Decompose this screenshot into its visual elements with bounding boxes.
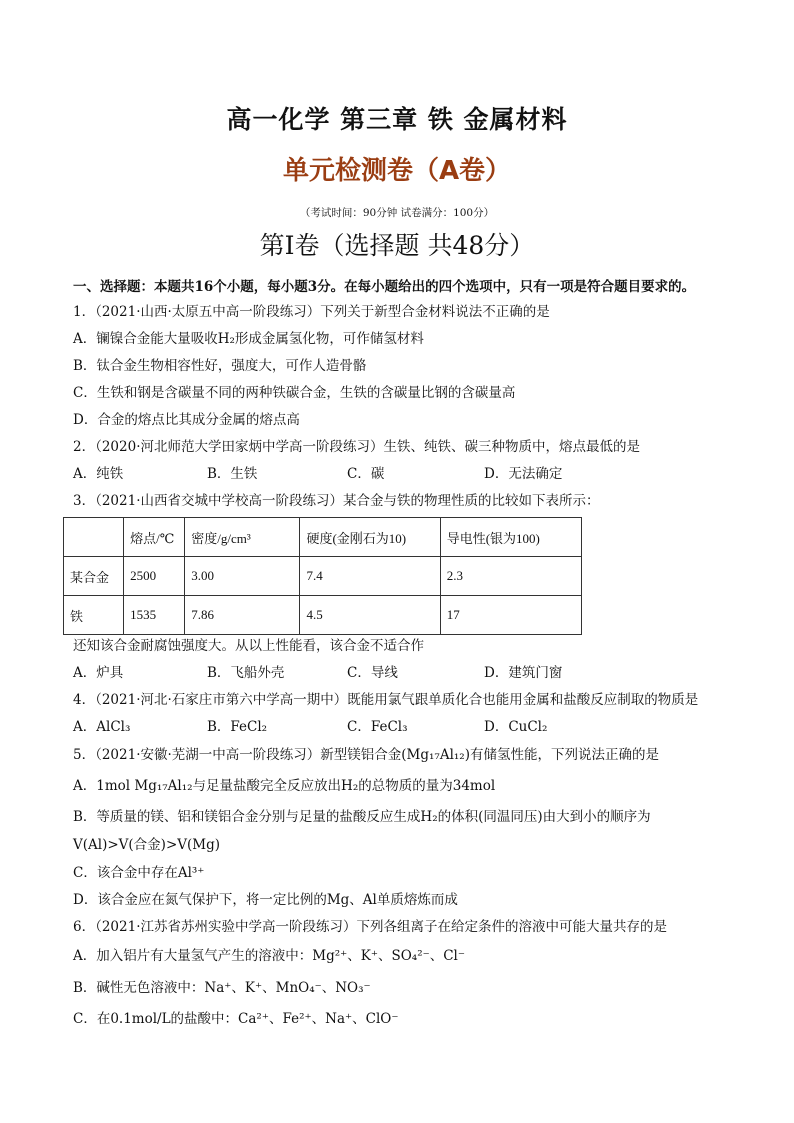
table-cell: 铁 bbox=[64, 596, 124, 635]
question-1-stem: 1．（2021·山西·太原五中高一阶段练习）下列关于新型合金材料说法不正确的是 bbox=[73, 304, 550, 320]
question-2-option-c: C．碳 bbox=[347, 466, 385, 482]
table-header-cell: 熔点/℃ bbox=[124, 518, 185, 557]
question-4-option-d: D．CuCl₂ bbox=[484, 719, 548, 735]
question-6-option-c: C．在0.1mol/L的盐酸中：Ca²⁺、Fe²⁺、Na⁺、ClO⁻ bbox=[73, 1011, 399, 1027]
instructions: 一、选择题：本题共16个小题，每小题3分。在每小题给出的四个选项中，只有一项是符合题目要求的。 bbox=[73, 279, 696, 295]
question-5-option-b-continued: V(Al)>V(合金)>V(Mg) bbox=[73, 837, 221, 853]
question-5-option-b: B．等质量的镁、铝和镁铝合金分别与足量的盐酸反应生成H₂的体积(同温同压)由大到小的顺序为 bbox=[73, 809, 651, 825]
table-cell: 某合金 bbox=[64, 557, 124, 596]
question-3-option-d: D．建筑门窗 bbox=[484, 665, 563, 681]
table-cell: 7.4 bbox=[300, 557, 440, 596]
question-6-stem: 6．（2021·江苏省苏州实验中学高一阶段练习）下列各组离子在给定条件的溶液中可能大量共存的是 bbox=[73, 919, 667, 935]
question-3-option-b: B．飞船外壳 bbox=[207, 665, 285, 681]
table-cell: 7.86 bbox=[185, 596, 300, 635]
document-subtitle: 单元检测卷（A卷） bbox=[282, 156, 512, 186]
question-1-option-d: D．合金的熔点比其成分金属的熔点高 bbox=[73, 412, 300, 428]
question-3-option-c: C．导线 bbox=[347, 665, 398, 681]
table-header-cell: 导电性(银为100) bbox=[440, 518, 581, 557]
question-2-stem: 2．（2020·河北师范大学田家炳中学高一阶段练习）生铁、纯铁、碳三种物质中，熔点最低的是 bbox=[73, 439, 640, 455]
table-cell: 1535 bbox=[124, 596, 185, 635]
question-3-continuation: 还知该合金耐腐蚀强度大。从以上性能看，该合金不适合作 bbox=[73, 638, 424, 654]
question-2-option-a: A．纯铁 bbox=[73, 466, 124, 482]
document-title: 高一化学 第三章 铁 金属材料 bbox=[226, 105, 568, 134]
exam-info: （考试时间：90分钟 试卷满分：100分） bbox=[299, 207, 495, 219]
table-cell: 2500 bbox=[124, 557, 185, 596]
table-cell: 4.5 bbox=[300, 596, 440, 635]
question-6-option-b: B．碱性无色溶液中：Na⁺、K⁺、MnO₄⁻、NO₃⁻ bbox=[73, 980, 371, 996]
question-2-option-b: B．生铁 bbox=[207, 466, 258, 482]
question-5-option-c: C．该合金中存在Al³⁺ bbox=[73, 865, 205, 881]
properties-table bbox=[63, 517, 582, 635]
question-1-option-a: A．镧镍合金能大量吸收H₂形成金属氢化物，可作储氢材料 bbox=[73, 331, 424, 347]
table-row bbox=[64, 596, 582, 635]
table-header-cell: 密度/g/cm³ bbox=[185, 518, 300, 557]
table-cell: 3.00 bbox=[185, 557, 300, 596]
table-header-cell bbox=[64, 518, 124, 557]
question-5-stem: 5．（2021·安徽·芜湖一中高一阶段练习）新型镁铝合金(Mg₁₇Al₁₂)有储氢性能，下列说法正确的是 bbox=[73, 747, 659, 763]
table-header-cell: 硬度(金刚石为10) bbox=[300, 518, 440, 557]
table-header-row bbox=[64, 518, 582, 557]
question-5-option-d: D．该合金应在氮气保护下，将一定比例的Mg、Al单质熔炼而成 bbox=[73, 892, 458, 908]
question-2-option-d: D．无法确定 bbox=[484, 466, 563, 482]
question-4-option-c: C．FeCl₃ bbox=[347, 719, 408, 735]
question-3-stem: 3．（2021·山西省交城中学校高一阶段练习）某合金与铁的物理性质的比较如下表所示： bbox=[73, 493, 600, 509]
table-row bbox=[64, 557, 582, 596]
section-title: 第Ⅰ卷（选择题 共48分） bbox=[259, 231, 535, 260]
question-1-option-c: C．生铁和钢是含碳量不同的两种铁碳合金，生铁的含碳量比钢的含碳量高 bbox=[73, 385, 516, 401]
question-4-option-a: A．AlCl₃ bbox=[73, 719, 131, 735]
question-1-option-b: B．钛合金生物相容性好，强度大，可作人造骨骼 bbox=[73, 358, 367, 374]
table-cell: 2.3 bbox=[440, 557, 581, 596]
question-4-stem: 4．（2021·河北·石家庄市第六中学高一期中）既能用氯气跟单质化合也能用金属和盐酸反应制取的物质是 bbox=[73, 692, 699, 708]
question-3-option-a: A．炉具 bbox=[73, 665, 124, 681]
table-cell: 17 bbox=[440, 596, 581, 635]
question-5-option-a: A．1mol Mg₁₇Al₁₂与足量盐酸完全反应放出H₂的总物质的量为34mol bbox=[73, 778, 496, 794]
question-6-option-a: A．加入铝片有大量氢气产生的溶液中：Mg²⁺、K⁺、SO₄²⁻、Cl⁻ bbox=[73, 948, 466, 964]
question-4-option-b: B．FeCl₂ bbox=[207, 719, 268, 735]
